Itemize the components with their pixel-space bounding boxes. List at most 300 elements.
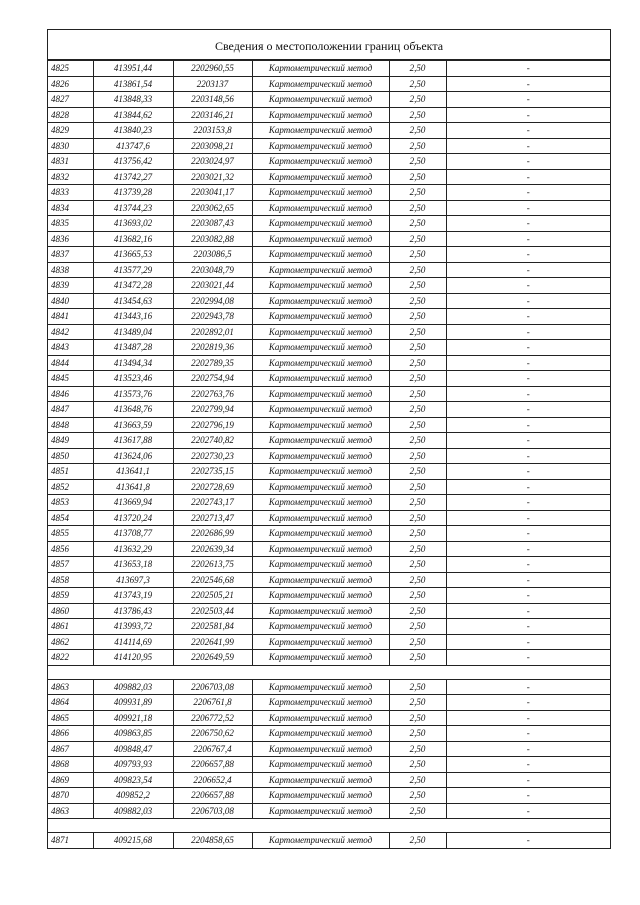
- table-row: [48, 154, 610, 170]
- precision-cell: 2,50: [389, 464, 446, 480]
- y-coordinate-cell: 2203087,43: [173, 216, 252, 232]
- note-cell: -: [446, 495, 610, 511]
- precision-cell: 2,50: [389, 833, 446, 849]
- method-cell: Картометрический метод: [252, 634, 389, 650]
- precision-cell: 2,50: [389, 433, 446, 449]
- x-coordinate-cell: 413573,76: [93, 386, 173, 402]
- point-number-cell: 4865: [48, 710, 93, 726]
- method-cell: Картометрический метод: [252, 726, 389, 742]
- note-cell: -: [446, 433, 610, 449]
- table-row: [48, 355, 610, 371]
- precision-cell: 2,50: [389, 293, 446, 309]
- coordinates-table-body: [48, 61, 610, 849]
- x-coordinate-cell: 413993,72: [93, 619, 173, 635]
- point-number-cell: 4848: [48, 417, 93, 433]
- table-row: [48, 772, 610, 788]
- note-cell: -: [446, 76, 610, 92]
- note-cell: -: [446, 541, 610, 557]
- table-row: [48, 495, 610, 511]
- x-coordinate-cell: 413744,23: [93, 200, 173, 216]
- method-cell: Картометрический метод: [252, 309, 389, 325]
- method-cell: Картометрический метод: [252, 355, 389, 371]
- precision-cell: 2,50: [389, 634, 446, 650]
- x-coordinate-cell: 413663,59: [93, 417, 173, 433]
- precision-cell: 2,50: [389, 572, 446, 588]
- point-number-cell: 4855: [48, 526, 93, 542]
- precision-cell: 2,50: [389, 603, 446, 619]
- table-row: [48, 324, 610, 340]
- precision-cell: 2,50: [389, 355, 446, 371]
- y-coordinate-cell: 2202735,15: [173, 464, 252, 480]
- x-coordinate-cell: 413641,8: [93, 479, 173, 495]
- precision-cell: 2,50: [389, 557, 446, 573]
- precision-cell: 2,50: [389, 386, 446, 402]
- point-number-cell: 4854: [48, 510, 93, 526]
- table-row: [48, 371, 610, 387]
- coordinates-document: [47, 29, 611, 849]
- y-coordinate-cell: 2203148,56: [173, 92, 252, 108]
- precision-cell: 2,50: [389, 262, 446, 278]
- method-cell: Картометрический метод: [252, 495, 389, 511]
- table-row: [48, 833, 610, 849]
- precision-cell: 2,50: [389, 278, 446, 294]
- method-cell: Картометрический метод: [252, 526, 389, 542]
- precision-cell: 2,50: [389, 324, 446, 340]
- point-number-cell: 4846: [48, 386, 93, 402]
- table-row: [48, 479, 610, 495]
- point-number-cell: 4867: [48, 741, 93, 757]
- table-row: [48, 541, 610, 557]
- x-coordinate-cell: 413617,88: [93, 433, 173, 449]
- y-coordinate-cell: 2203098,21: [173, 138, 252, 154]
- point-number-cell: 4842: [48, 324, 93, 340]
- y-coordinate-cell: 2202743,17: [173, 495, 252, 511]
- point-number-cell: 4838: [48, 262, 93, 278]
- precision-cell: 2,50: [389, 371, 446, 387]
- method-cell: Картометрический метод: [252, 61, 389, 77]
- point-number-cell: 4837: [48, 247, 93, 263]
- table-row: [48, 679, 610, 695]
- method-cell: Картометрический метод: [252, 92, 389, 108]
- table-row: [48, 278, 610, 294]
- y-coordinate-cell: 2206703,08: [173, 803, 252, 819]
- x-coordinate-cell: 413624,06: [93, 448, 173, 464]
- note-cell: -: [446, 803, 610, 819]
- precision-cell: 2,50: [389, 757, 446, 773]
- method-cell: Картометрический метод: [252, 557, 389, 573]
- precision-cell: 2,50: [389, 309, 446, 325]
- note-cell: -: [446, 526, 610, 542]
- x-coordinate-cell: 413577,29: [93, 262, 173, 278]
- precision-cell: 2,50: [389, 402, 446, 418]
- note-cell: -: [446, 726, 610, 742]
- precision-cell: 2,50: [389, 679, 446, 695]
- table-row: [48, 340, 610, 356]
- y-coordinate-cell: 2202943,78: [173, 309, 252, 325]
- y-coordinate-cell: 2202960,55: [173, 61, 252, 77]
- table-row: [48, 61, 610, 77]
- precision-cell: 2,50: [389, 619, 446, 635]
- x-coordinate-cell: 409863,85: [93, 726, 173, 742]
- x-coordinate-cell: 414114,69: [93, 634, 173, 650]
- method-cell: Картометрический метод: [252, 710, 389, 726]
- note-cell: -: [446, 293, 610, 309]
- x-coordinate-cell: 413747,6: [93, 138, 173, 154]
- table-row: [48, 464, 610, 480]
- method-cell: Картометрический метод: [252, 464, 389, 480]
- note-cell: -: [446, 650, 610, 666]
- x-coordinate-cell: 409848,47: [93, 741, 173, 757]
- precision-cell: 2,50: [389, 695, 446, 711]
- point-number-cell: 4844: [48, 355, 93, 371]
- note-cell: -: [446, 123, 610, 139]
- y-coordinate-cell: 2203021,44: [173, 278, 252, 294]
- y-coordinate-cell: 2203041,17: [173, 185, 252, 201]
- note-cell: -: [446, 757, 610, 773]
- method-cell: Картометрический метод: [252, 185, 389, 201]
- group-separator-row: [48, 665, 610, 679]
- point-number-cell: 4868: [48, 757, 93, 773]
- note-cell: -: [446, 278, 610, 294]
- y-coordinate-cell: 2202799,94: [173, 402, 252, 418]
- x-coordinate-cell: 413840,23: [93, 123, 173, 139]
- point-number-cell: 4827: [48, 92, 93, 108]
- method-cell: Картометрический метод: [252, 107, 389, 123]
- method-cell: Картометрический метод: [252, 200, 389, 216]
- precision-cell: 2,50: [389, 107, 446, 123]
- point-number-cell: 4828: [48, 107, 93, 123]
- point-number-cell: 4826: [48, 76, 93, 92]
- y-coordinate-cell: 2202505,21: [173, 588, 252, 604]
- y-coordinate-cell: 2203082,88: [173, 231, 252, 247]
- point-number-cell: 4843: [48, 340, 93, 356]
- point-number-cell: 4822: [48, 650, 93, 666]
- precision-cell: 2,50: [389, 788, 446, 804]
- y-coordinate-cell: 2206657,88: [173, 788, 252, 804]
- precision-cell: 2,50: [389, 247, 446, 263]
- y-coordinate-cell: 2206761,8: [173, 695, 252, 711]
- point-number-cell: 4860: [48, 603, 93, 619]
- method-cell: Картометрический метод: [252, 169, 389, 185]
- method-cell: Картометрический метод: [252, 262, 389, 278]
- y-coordinate-cell: 2202892,01: [173, 324, 252, 340]
- point-number-cell: 4866: [48, 726, 93, 742]
- x-coordinate-cell: 409882,03: [93, 679, 173, 695]
- table-row: [48, 417, 610, 433]
- precision-cell: 2,50: [389, 803, 446, 819]
- x-coordinate-cell: 409882,03: [93, 803, 173, 819]
- point-number-cell: 4850: [48, 448, 93, 464]
- method-cell: Картометрический метод: [252, 386, 389, 402]
- separator-cell: [48, 665, 610, 679]
- note-cell: -: [446, 603, 610, 619]
- point-number-cell: 4836: [48, 231, 93, 247]
- table-row: [48, 510, 610, 526]
- x-coordinate-cell: 413739,28: [93, 185, 173, 201]
- x-coordinate-cell: 413708,77: [93, 526, 173, 542]
- x-coordinate-cell: 413472,28: [93, 278, 173, 294]
- note-cell: -: [446, 200, 610, 216]
- table-row: [48, 247, 610, 263]
- coordinates-table: [48, 60, 610, 849]
- y-coordinate-cell: 2202740,82: [173, 433, 252, 449]
- x-coordinate-cell: 413669,94: [93, 495, 173, 511]
- y-coordinate-cell: 2202639,34: [173, 541, 252, 557]
- note-cell: -: [446, 340, 610, 356]
- precision-cell: 2,50: [389, 169, 446, 185]
- method-cell: Картометрический метод: [252, 340, 389, 356]
- y-coordinate-cell: 2202641,99: [173, 634, 252, 650]
- y-coordinate-cell: 2202994,08: [173, 293, 252, 309]
- precision-cell: 2,50: [389, 772, 446, 788]
- point-number-cell: 4851: [48, 464, 93, 480]
- table-row: [48, 402, 610, 418]
- precision-cell: 2,50: [389, 510, 446, 526]
- precision-cell: 2,50: [389, 710, 446, 726]
- table-row: [48, 803, 610, 819]
- precision-cell: 2,50: [389, 61, 446, 77]
- y-coordinate-cell: 2202730,23: [173, 448, 252, 464]
- table-row: [48, 741, 610, 757]
- method-cell: Картометрический метод: [252, 231, 389, 247]
- precision-cell: 2,50: [389, 185, 446, 201]
- table-row: [48, 650, 610, 666]
- method-cell: Картометрический метод: [252, 679, 389, 695]
- table-row: [48, 231, 610, 247]
- y-coordinate-cell: 2206767,4: [173, 741, 252, 757]
- y-coordinate-cell: 2206652,4: [173, 772, 252, 788]
- method-cell: Картометрический метод: [252, 741, 389, 757]
- note-cell: -: [446, 262, 610, 278]
- precision-cell: 2,50: [389, 92, 446, 108]
- precision-cell: 2,50: [389, 495, 446, 511]
- table-row: [48, 138, 610, 154]
- x-coordinate-cell: 413786,43: [93, 603, 173, 619]
- note-cell: -: [446, 371, 610, 387]
- note-cell: -: [446, 710, 610, 726]
- x-coordinate-cell: 413848,33: [93, 92, 173, 108]
- x-coordinate-cell: 413844,62: [93, 107, 173, 123]
- table-row: [48, 603, 610, 619]
- precision-cell: 2,50: [389, 526, 446, 542]
- table-row: [48, 572, 610, 588]
- x-coordinate-cell: 413720,24: [93, 510, 173, 526]
- x-coordinate-cell: 413697,3: [93, 572, 173, 588]
- note-cell: -: [446, 510, 610, 526]
- y-coordinate-cell: 2202819,36: [173, 340, 252, 356]
- point-number-cell: 4831: [48, 154, 93, 170]
- point-number-cell: 4856: [48, 541, 93, 557]
- table-row: [48, 634, 610, 650]
- point-number-cell: 4871: [48, 833, 93, 849]
- note-cell: -: [446, 185, 610, 201]
- point-number-cell: 4859: [48, 588, 93, 604]
- table-row: [48, 123, 610, 139]
- precision-cell: 2,50: [389, 340, 446, 356]
- precision-cell: 2,50: [389, 588, 446, 604]
- table-row: [48, 588, 610, 604]
- method-cell: Картометрический метод: [252, 433, 389, 449]
- precision-cell: 2,50: [389, 541, 446, 557]
- method-cell: Картометрический метод: [252, 603, 389, 619]
- x-coordinate-cell: 413693,02: [93, 216, 173, 232]
- point-number-cell: 4839: [48, 278, 93, 294]
- method-cell: Картометрический метод: [252, 76, 389, 92]
- method-cell: Картометрический метод: [252, 479, 389, 495]
- note-cell: -: [446, 479, 610, 495]
- x-coordinate-cell: 409215,68: [93, 833, 173, 849]
- note-cell: -: [446, 619, 610, 635]
- method-cell: Картометрический метод: [252, 588, 389, 604]
- note-cell: -: [446, 324, 610, 340]
- method-cell: Картометрический метод: [252, 788, 389, 804]
- y-coordinate-cell: 2204858,65: [173, 833, 252, 849]
- precision-cell: 2,50: [389, 726, 446, 742]
- x-coordinate-cell: 409823,54: [93, 772, 173, 788]
- y-coordinate-cell: 2202546,68: [173, 572, 252, 588]
- x-coordinate-cell: 413756,42: [93, 154, 173, 170]
- y-coordinate-cell: 2202503,44: [173, 603, 252, 619]
- y-coordinate-cell: 2202649,59: [173, 650, 252, 666]
- table-row: [48, 448, 610, 464]
- table-row: [48, 526, 610, 542]
- table-row: [48, 619, 610, 635]
- x-coordinate-cell: 413523,46: [93, 371, 173, 387]
- table-row: [48, 433, 610, 449]
- x-coordinate-cell: 413861,54: [93, 76, 173, 92]
- precision-cell: 2,50: [389, 154, 446, 170]
- y-coordinate-cell: 2203146,21: [173, 107, 252, 123]
- table-row: [48, 169, 610, 185]
- separator-cell: [48, 819, 610, 833]
- table-row: [48, 386, 610, 402]
- note-cell: -: [446, 216, 610, 232]
- x-coordinate-cell: 413632,29: [93, 541, 173, 557]
- note-cell: -: [446, 772, 610, 788]
- x-coordinate-cell: 413648,76: [93, 402, 173, 418]
- method-cell: Картометрический метод: [252, 541, 389, 557]
- point-number-cell: 4853: [48, 495, 93, 511]
- method-cell: Картометрический метод: [252, 123, 389, 139]
- x-coordinate-cell: 413951,44: [93, 61, 173, 77]
- point-number-cell: 4835: [48, 216, 93, 232]
- note-cell: -: [446, 417, 610, 433]
- note-cell: -: [446, 309, 610, 325]
- method-cell: Картометрический метод: [252, 572, 389, 588]
- note-cell: -: [446, 695, 610, 711]
- precision-cell: 2,50: [389, 231, 446, 247]
- point-number-cell: 4845: [48, 371, 93, 387]
- y-coordinate-cell: 2202728,69: [173, 479, 252, 495]
- precision-cell: 2,50: [389, 200, 446, 216]
- point-number-cell: 4863: [48, 679, 93, 695]
- table-row: [48, 92, 610, 108]
- x-coordinate-cell: 409921,18: [93, 710, 173, 726]
- note-cell: -: [446, 92, 610, 108]
- table-row: [48, 757, 610, 773]
- precision-cell: 2,50: [389, 138, 446, 154]
- y-coordinate-cell: 2202754,94: [173, 371, 252, 387]
- point-number-cell: 4833: [48, 185, 93, 201]
- note-cell: -: [446, 679, 610, 695]
- precision-cell: 2,50: [389, 650, 446, 666]
- x-coordinate-cell: 413653,18: [93, 557, 173, 573]
- point-number-cell: 4863: [48, 803, 93, 819]
- x-coordinate-cell: 409793,93: [93, 757, 173, 773]
- method-cell: Картометрический метод: [252, 510, 389, 526]
- method-cell: Картометрический метод: [252, 448, 389, 464]
- y-coordinate-cell: 2203062,65: [173, 200, 252, 216]
- y-coordinate-cell: 2203137: [173, 76, 252, 92]
- table-row: [48, 695, 610, 711]
- note-cell: -: [446, 231, 610, 247]
- x-coordinate-cell: 413487,28: [93, 340, 173, 356]
- y-coordinate-cell: 2203024,97: [173, 154, 252, 170]
- point-number-cell: 4862: [48, 634, 93, 650]
- method-cell: Картометрический метод: [252, 402, 389, 418]
- method-cell: Картометрический метод: [252, 216, 389, 232]
- method-cell: Картометрический метод: [252, 833, 389, 849]
- table-row: [48, 76, 610, 92]
- table-row: [48, 293, 610, 309]
- precision-cell: 2,50: [389, 76, 446, 92]
- x-coordinate-cell: 413682,16: [93, 231, 173, 247]
- method-cell: Картометрический метод: [252, 803, 389, 819]
- note-cell: -: [446, 138, 610, 154]
- x-coordinate-cell: 409931,89: [93, 695, 173, 711]
- note-cell: -: [446, 588, 610, 604]
- point-number-cell: 4830: [48, 138, 93, 154]
- x-coordinate-cell: 409852,2: [93, 788, 173, 804]
- table-row: [48, 788, 610, 804]
- point-number-cell: 4864: [48, 695, 93, 711]
- note-cell: -: [446, 788, 610, 804]
- note-cell: -: [446, 448, 610, 464]
- y-coordinate-cell: 2206703,08: [173, 679, 252, 695]
- table-row: [48, 216, 610, 232]
- note-cell: -: [446, 833, 610, 849]
- method-cell: Картометрический метод: [252, 324, 389, 340]
- note-cell: -: [446, 247, 610, 263]
- note-cell: -: [446, 169, 610, 185]
- point-number-cell: 4834: [48, 200, 93, 216]
- x-coordinate-cell: 413494,34: [93, 355, 173, 371]
- table-row: [48, 309, 610, 325]
- x-coordinate-cell: 413454,63: [93, 293, 173, 309]
- method-cell: Картометрический метод: [252, 278, 389, 294]
- y-coordinate-cell: 2202581,84: [173, 619, 252, 635]
- note-cell: -: [446, 557, 610, 573]
- point-number-cell: 4869: [48, 772, 93, 788]
- x-coordinate-cell: 413742,27: [93, 169, 173, 185]
- y-coordinate-cell: 2203021,32: [173, 169, 252, 185]
- method-cell: Картометрический метод: [252, 154, 389, 170]
- table-row: [48, 710, 610, 726]
- note-cell: -: [446, 402, 610, 418]
- precision-cell: 2,50: [389, 448, 446, 464]
- point-number-cell: 4847: [48, 402, 93, 418]
- point-number-cell: 4870: [48, 788, 93, 804]
- precision-cell: 2,50: [389, 741, 446, 757]
- y-coordinate-cell: 2202796,19: [173, 417, 252, 433]
- note-cell: -: [446, 741, 610, 757]
- y-coordinate-cell: 2202613,75: [173, 557, 252, 573]
- y-coordinate-cell: 2203048,79: [173, 262, 252, 278]
- y-coordinate-cell: 2203086,5: [173, 247, 252, 263]
- note-cell: -: [446, 464, 610, 480]
- x-coordinate-cell: 413641,1: [93, 464, 173, 480]
- table-row: [48, 262, 610, 278]
